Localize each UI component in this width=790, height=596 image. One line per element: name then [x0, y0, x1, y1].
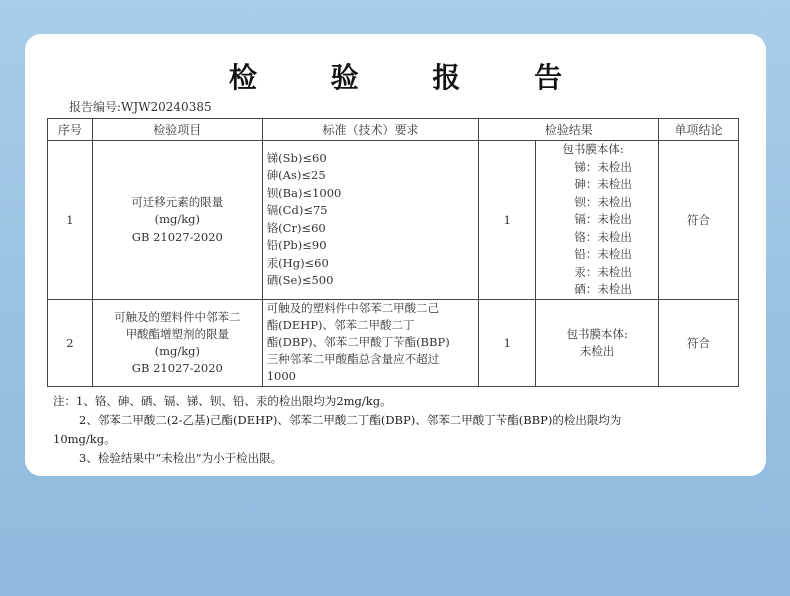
note-line: 10mg/kg。: [53, 432, 116, 446]
standard-line: 三种邻苯二甲酸酯总含量应不超过: [266, 352, 440, 366]
note-line: 注：1、铬、砷、硒、镉、锑、钡、铅、汞的检出限均为2mg/kg。: [53, 394, 392, 408]
result-line: 包书膜本体:: [562, 142, 624, 156]
result-line: 铬：未检出: [574, 229, 632, 244]
row-number: 2: [48, 299, 93, 386]
table-row: [48, 141, 739, 300]
test-item: [92, 299, 262, 386]
report-card: [25, 34, 766, 476]
standard-requirement: [262, 299, 479, 386]
standard-line: 锑(Sb)≤60: [266, 150, 327, 165]
result-line: 未检出: [579, 343, 615, 358]
standard-line: 铬(Cr)≤60: [266, 220, 326, 235]
sample-count: 1: [479, 141, 536, 300]
header-no: 序号: [48, 119, 93, 141]
conclusion: 符合: [659, 141, 739, 300]
result-line: 砷：未检出: [574, 177, 632, 191]
header-item: 检验项目: [92, 119, 262, 141]
result-line: 包书膜本体:: [566, 326, 628, 341]
report-number: 报告编号:WJW20240385: [69, 100, 212, 114]
standard-line: 酯(DBP)、邻苯二甲酸丁苄酯(BBP): [266, 335, 450, 349]
conclusion: 符合: [659, 299, 739, 386]
result-line: 汞：未检出: [574, 264, 632, 279]
test-item: [92, 141, 262, 300]
result-line: 钡：未检出: [574, 194, 632, 209]
row-number: 1: [48, 141, 93, 300]
standard-line: 镉(Cd)≤75: [266, 203, 328, 218]
standard-requirement: [262, 141, 479, 300]
standard-line: 1000: [266, 369, 296, 383]
result-line: 铅：未检出: [574, 247, 632, 261]
test-result: [536, 299, 659, 386]
test-result: [536, 141, 659, 300]
header-result: 检验结果: [479, 119, 659, 141]
standard-line: 可触及的塑料件中邻苯二甲酸二己: [266, 301, 440, 315]
test-item-line: GB 21027-2020: [131, 229, 223, 244]
standard-line: 砷(As)≤25: [266, 168, 326, 183]
table-header-row: [48, 119, 739, 141]
notes: [53, 392, 743, 468]
standard-line: 酯(DEHP)、邻苯二甲酸二丁: [266, 318, 415, 332]
inspection-table: [47, 118, 739, 387]
standard-line: 汞(Hg)≤60: [266, 255, 329, 270]
note-line: 2、邻苯二甲酸二(2-乙基)己酯(DEHP)、邻苯二甲酸二丁酯(DBP)、邻苯二甲酸丁苄酯(BBP)的检出限均为: [79, 413, 622, 427]
standard-line: 硒(Se)≤500: [266, 273, 334, 288]
page-title: 检 验 报 告: [228, 61, 595, 94]
test-item-line: 甲酸酯增塑剂的限量: [125, 326, 230, 341]
header-conclusion: 单项结论: [659, 119, 739, 141]
test-item-line: (mg/kg): [154, 343, 201, 358]
header-standard: 标准（技术）要求: [262, 119, 479, 141]
sample-count: 1: [479, 299, 536, 386]
result-line: 镉：未检出: [574, 212, 632, 226]
test-item-line: 可迁移元素的限量: [131, 194, 224, 209]
result-line: 硒：未检出: [574, 282, 632, 296]
table-row: [48, 299, 739, 386]
test-item-line: 可触及的塑料件中邻苯二: [114, 309, 241, 324]
standard-line: 铅(Pb)≤90: [266, 238, 327, 253]
standard-line: 钡(Ba)≤1000: [266, 185, 342, 200]
test-item-line: (mg/kg): [154, 212, 201, 226]
note-line: 3、检验结果中“未检出”为小于检出限。: [79, 451, 283, 465]
test-item-line: GB 21027-2020: [131, 360, 223, 375]
result-line: 锑：未检出: [574, 159, 632, 174]
